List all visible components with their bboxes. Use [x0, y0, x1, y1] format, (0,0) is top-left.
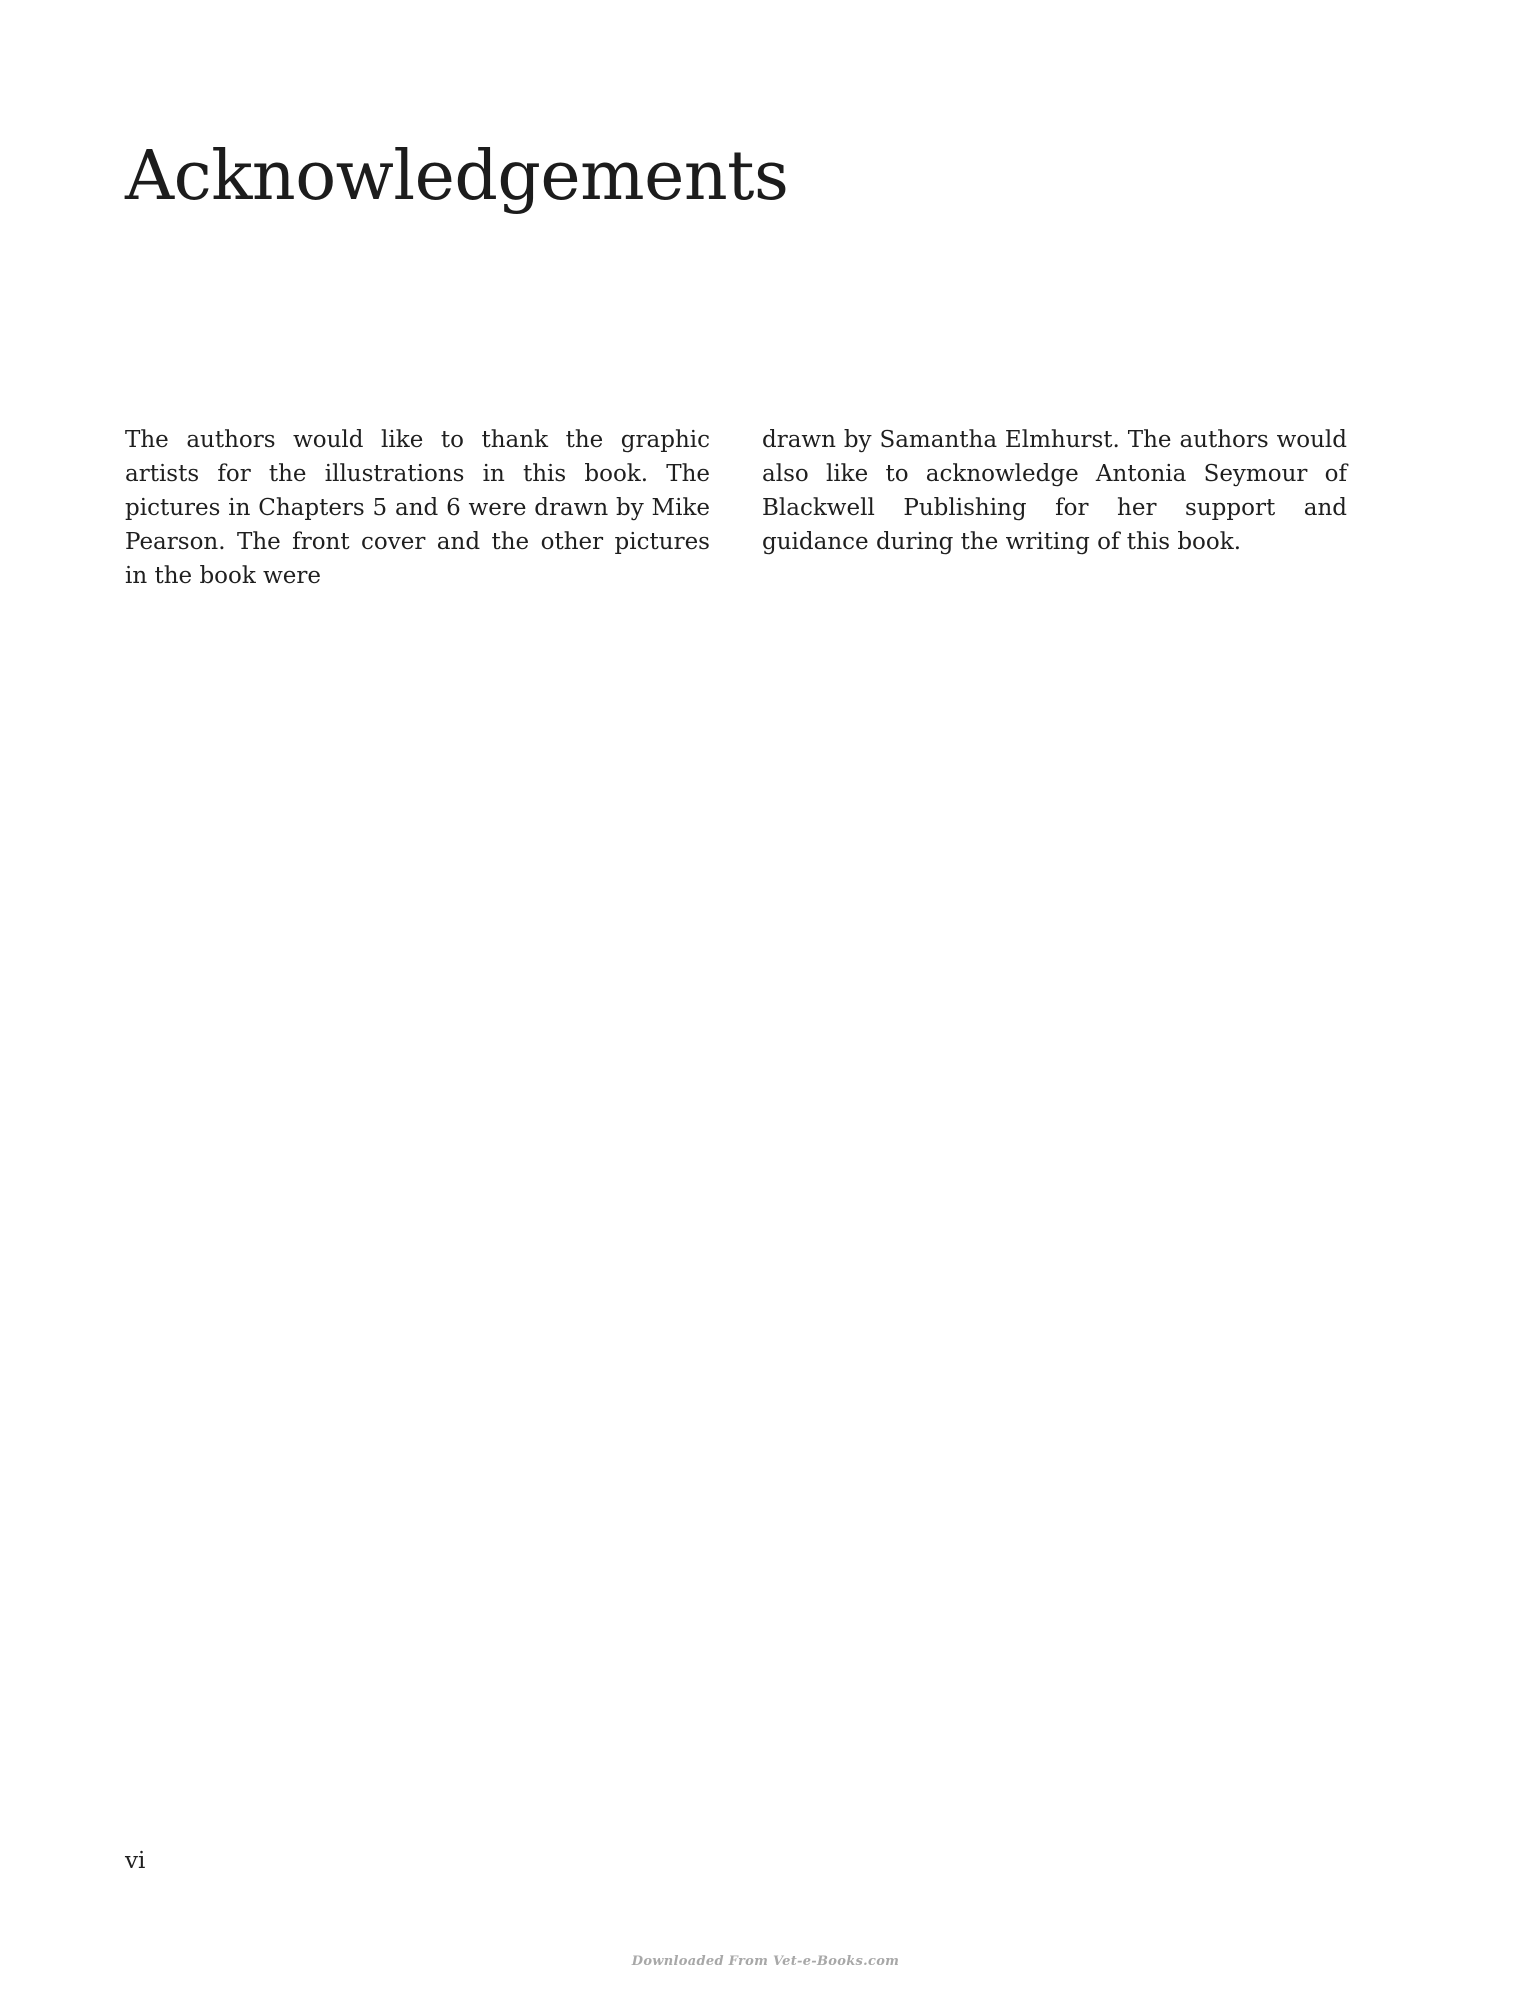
body-column-right: drawn by Samantha Elmhurst. The authors would also like to acknowledge Antonia Seymour of Blackwell Publishing for her support and guidance during the writing of this book. [762, 427, 1347, 555]
page-number: vi [125, 1848, 146, 1874]
download-watermark: Downloaded From Vet-e-Books.com [631, 1954, 900, 1969]
body-column-left: The authors would like to thank the graphic artists for the illustrations in this book. The pictures in Chapters 5 and 6 were drawn by Mike Pearson. The front cover and the other pictures in the book were [125, 427, 710, 589]
page-title: Acknowledgements [125, 137, 789, 216]
